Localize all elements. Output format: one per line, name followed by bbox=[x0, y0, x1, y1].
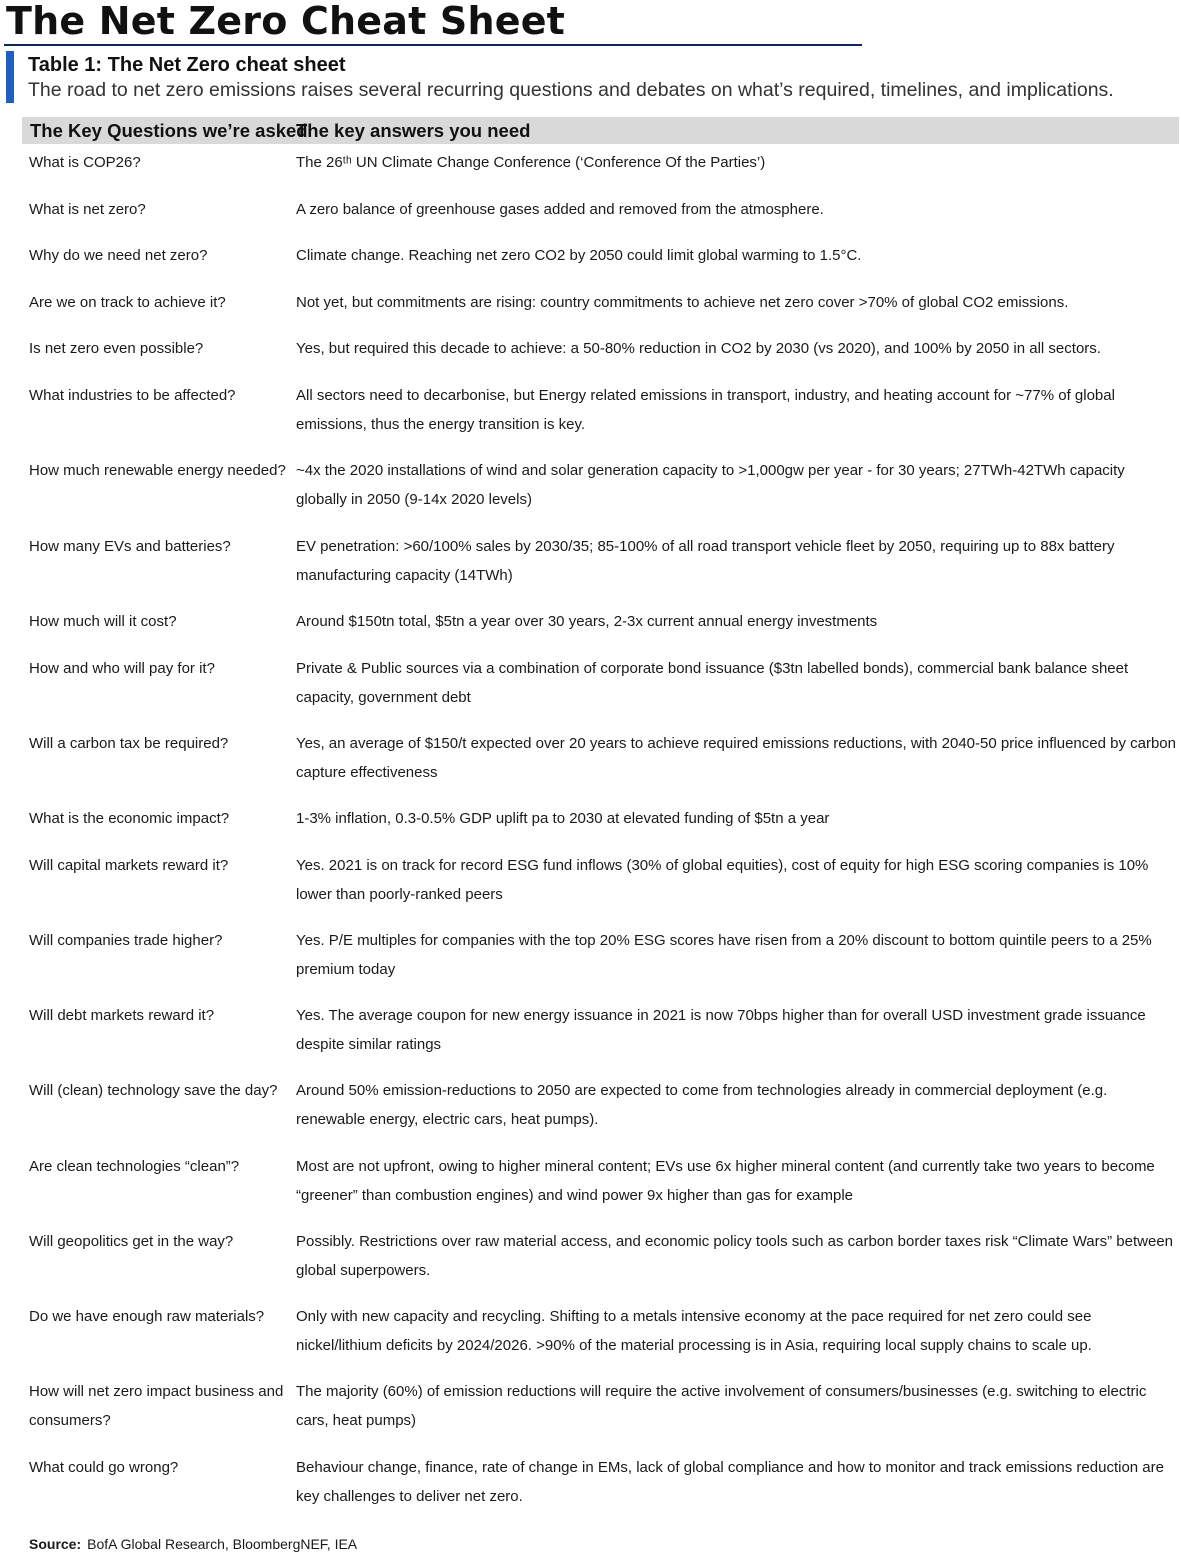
question-cell: How and who will pay for it? bbox=[29, 660, 215, 677]
question-cell: Will capital markets reward it? bbox=[29, 857, 229, 874]
answer-cell: Around $150tn total, $5tn a year over 30 years, 2-3x current annual energy investments bbox=[296, 613, 878, 630]
question-cell: Will geopolitics get in the way? bbox=[29, 1233, 234, 1250]
answer-cell: Private & Public sources via a combination of corporate bond issuance ($3tn labelled bonds), commercial bank balance sheet capacity, government debt bbox=[296, 660, 1129, 706]
table-subtitle: The road to net zero emissions raises several recurring questions and debates on what’s required, timelines, and implications. bbox=[28, 79, 1114, 101]
answer-cell: Possibly. Restrictions over raw material access, and economic policy tools such as carbon border taxes risk “Climate Wars” between global superpowers. bbox=[296, 1233, 1174, 1279]
question-cell: What is the economic impact? bbox=[29, 810, 230, 827]
answer-cell: Yes, but required this decade to achieve: a 50-80% reduction in CO2 by 2030 (vs 2020), and 100% by 2050 in all sectors. bbox=[296, 340, 1101, 357]
header-questions: The Key Questions we’re asked bbox=[30, 120, 308, 141]
question-cell: How will net zero impact business and consumers? bbox=[29, 1383, 284, 1429]
question-cell: Do we have enough raw materials? bbox=[29, 1308, 265, 1325]
answer-cell: Climate change. Reaching net zero CO2 by 2050 could limit global warming to 1.5°C. bbox=[296, 247, 862, 264]
question-cell: Are clean technologies “clean”? bbox=[29, 1158, 240, 1175]
answer-cell: The majority (60%) of emission reductions will require the active involvement of consumers/businesses (e.g. switching to electric cars, heat pumps) bbox=[296, 1383, 1147, 1429]
source-label: Source: bbox=[29, 1536, 82, 1552]
question-cell: What could go wrong? bbox=[29, 1459, 179, 1476]
answer-cell: The 26ᵗʰ UN Climate Change Conference (‘Conference Of the Parties’) bbox=[296, 154, 766, 171]
question-cell: Will companies trade higher? bbox=[29, 932, 223, 949]
question-cell: Will a carbon tax be required? bbox=[29, 735, 229, 752]
answer-cell: Yes, an average of $150/t expected over 20 years to achieve required emissions reductions, with 2040-50 price influenced by carbon capture effectiveness bbox=[296, 735, 1176, 781]
question-cell: What is net zero? bbox=[29, 201, 146, 218]
question-cell: Are we on track to achieve it? bbox=[29, 294, 226, 311]
answer-cell: Around 50% emission-reductions to 2050 are expected to come from technologies already in commercial deployment (e.g. renewable energy, electric cars, heat pumps). bbox=[296, 1082, 1108, 1128]
question-cell: What is COP26? bbox=[29, 154, 141, 171]
question-cell: How much will it cost? bbox=[29, 613, 177, 630]
question-cell: Will debt markets reward it? bbox=[29, 1007, 215, 1024]
question-cell: Is net zero even possible? bbox=[29, 340, 204, 357]
question-cell: Why do we need net zero? bbox=[29, 247, 208, 264]
header-answers: The key answers you need bbox=[296, 120, 531, 141]
answer-cell: EV penetration: >60/100% sales by 2030/35; 85-100% of all road transport vehicle fleet by 2050, requiring up to 88x battery manufacturing capacity (14TWh) bbox=[296, 538, 1115, 584]
answer-cell: Not yet, but commitments are rising: country commitments to achieve net zero cover >70% of global CO2 emissions. bbox=[296, 294, 1069, 311]
source-note bbox=[29, 1533, 357, 1555]
page-title: The Net Zero Cheat Sheet bbox=[6, 0, 566, 43]
source-text: BofA Global Research, BloombergNEF, IEA bbox=[87, 1536, 358, 1552]
question-cell: Will (clean) technology save the day? bbox=[29, 1082, 278, 1099]
answer-cell: Only with new capacity and recycling. Shifting to a metals intensive economy at the pace required for net zero could see nickel/lithium deficits by 2024/2026. >90% of the material processing is in Asia, requiring local supply chains to scale up. bbox=[296, 1308, 1092, 1354]
answer-cell: A zero balance of greenhouse gases added and removed from the atmosphere. bbox=[296, 201, 824, 218]
question-cell: How much renewable energy needed? bbox=[29, 462, 286, 479]
table-title: Table 1: The Net Zero cheat sheet bbox=[28, 54, 346, 76]
answer-cell: Most are not upfront, owing to higher mineral content; EVs use 6x higher mineral content (and currently take two years to become “greener” than combustion engines) and wind power 9x higher than gas for example bbox=[296, 1158, 1155, 1204]
answer-cell: ~4x the 2020 installations of wind and solar generation capacity to >1,000gw per year - for 30 years; 27TWh-42TWh capacity globally in 2050 (9-14x 2020 levels) bbox=[296, 462, 1125, 508]
answer-cell: 1-3% inflation, 0.3-0.5% GDP uplift pa to 2030 at elevated funding of $5tn a year bbox=[296, 810, 830, 827]
question-cell: What industries to be affected? bbox=[29, 387, 236, 404]
question-cell: How many EVs and batteries? bbox=[29, 538, 231, 555]
answer-cell: Yes. 2021 is on track for record ESG fund inflows (30% of global equities), cost of equity for high ESG scoring companies is 10% lower than poorly-ranked peers bbox=[296, 857, 1149, 903]
answer-cell: Yes. P/E multiples for companies with the top 20% ESG scores have risen from a 20% discount to bottom quintile peers to a 25% premium today bbox=[296, 932, 1152, 978]
answer-cell: Behaviour change, finance, rate of change in EMs, lack of global compliance and how to monitor and track emissions reduction are key challenges to deliver net zero. bbox=[296, 1459, 1164, 1505]
answer-cell: Yes. The average coupon for new energy issuance in 2021 is now 70bps higher than for overall USD investment grade issuance despite similar ratings bbox=[296, 1007, 1146, 1053]
answer-cell: All sectors need to decarbonise, but Energy related emissions in transport, industry, and heating account for ~77% of global emissions, thus the energy transition is key. bbox=[296, 387, 1115, 433]
